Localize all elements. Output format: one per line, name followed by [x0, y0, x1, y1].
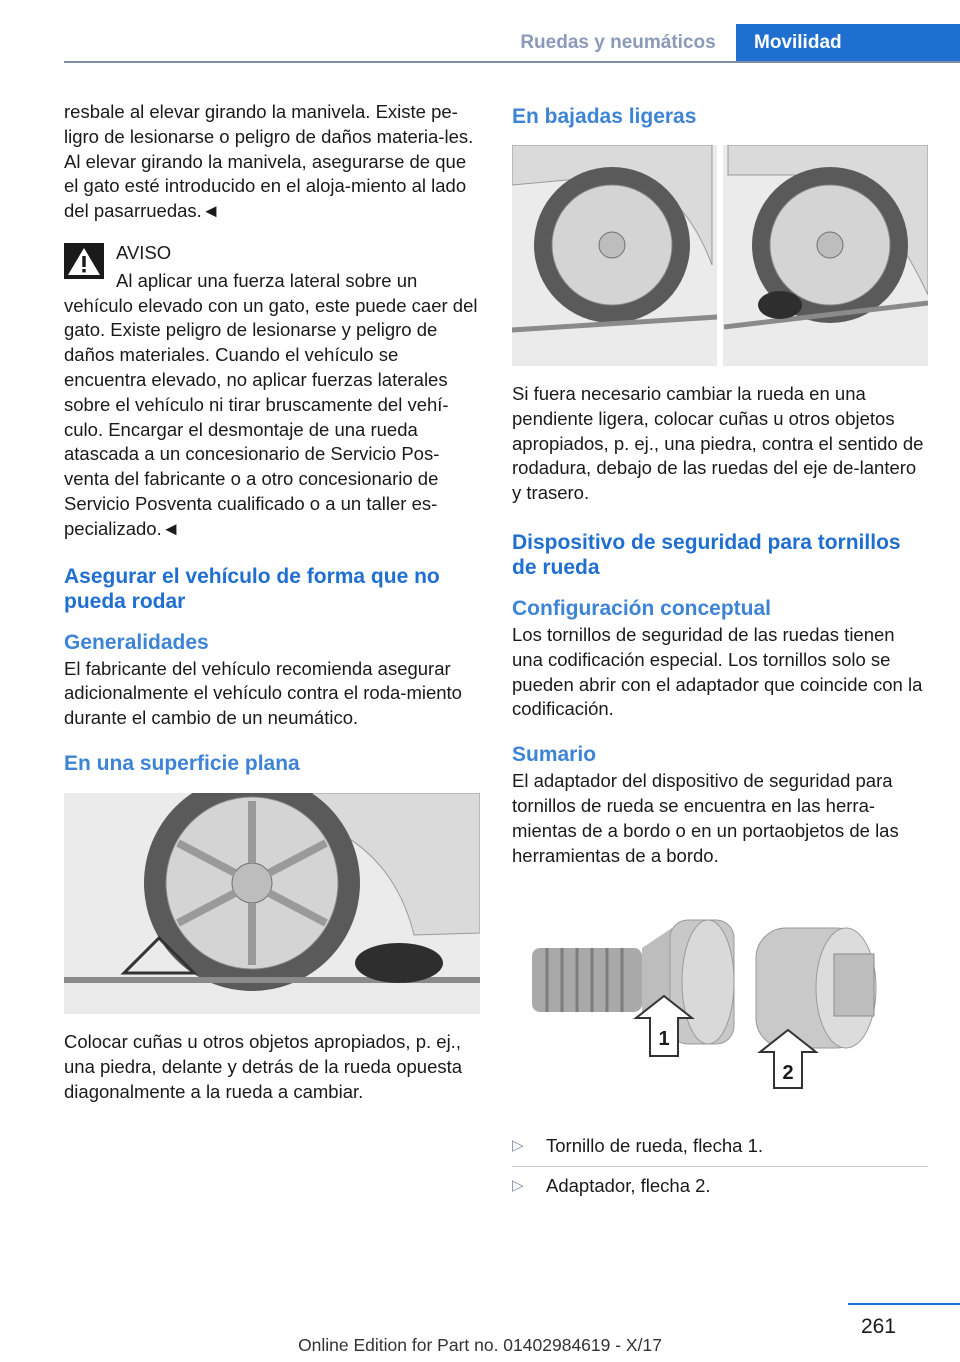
- edition-note: Online Edition for Part no. 01402984619 - X/17: [298, 1335, 662, 1355]
- wheel-lock-illustration: [512, 898, 928, 1116]
- warning-block: [64, 241, 480, 542]
- warning-body: Al aplicar una fuerza lateral sobre un vehículo elevado con un gato, este puede caer del gato. Existe peligro de lesionarse y peligro de daños materiales. Cuando el vehículo se encuentra elevado, no aplicar fuerzas laterales sobre el vehículo ni tirar bruscamente del vehí-culo. Encargar el desmontaje de una rueda atascada a un concesionario de Servicio Pos-venta del fabricante o a otro concesionario de Servicio Posventa cualificado o a un taller es-pecializado.◄: [64, 269, 478, 539]
- header-section-tab: Ruedas y neumáticos: [520, 32, 716, 53]
- general-paragraph: El fabricante del vehículo recomienda asegurar adicionalmente el vehículo contra el roda-miento durante el cambio de un neumático.: [64, 657, 462, 729]
- warning-triangle-icon: [64, 243, 104, 279]
- footer-rule: [848, 1303, 960, 1305]
- heading-concept: Configuración conceptual: [512, 596, 772, 620]
- slope-illustration: [512, 145, 928, 366]
- heading-summary: Sumario: [512, 743, 597, 767]
- intro-paragraph: resbale al elevar girando la manivela. Existe pe-ligro de lesionarse o peligro de daños materia-les. Al elevar girando la manivela, asegurarse de que el gato esté introducido en el aloja-miento al lado del pasarruedas.◄: [64, 101, 474, 222]
- warning-title: AVISO: [116, 241, 172, 263]
- bolt-adapter-drawing: [512, 898, 928, 1116]
- summary-paragraph: El adaptador del dispositivo de seguridad para tornillos de rueda se encuentra en las herra-mientas de a bordo o en un portaobjetos de las herramientas de a bordo.: [512, 770, 899, 866]
- left-column: [64, 100, 480, 1121]
- triangle-bullet-icon: ▷: [512, 1137, 524, 1155]
- concept-paragraph: Los tornillos de seguridad de las ruedas tienen una codificación especial. Los tornillos solo se pueden abrir con el adaptador que coincide con la codificación.: [512, 623, 923, 720]
- arrow-label-1: 1: [658, 1028, 670, 1051]
- car-wheel-flat-drawing: [64, 793, 480, 1014]
- list-item: [512, 1134, 928, 1167]
- heading-secure-vehicle: Asegurar el vehículo de forma que no pueda rodar: [64, 564, 440, 613]
- list-item-text: Tornillo de rueda, flecha 1.: [546, 1135, 763, 1157]
- triangle-bullet-icon: ▷: [512, 1177, 524, 1195]
- list-item-text: Adaptador, flecha 2.: [546, 1175, 711, 1197]
- heading-wheel-lock: Dispositivo de seguridad para tornillos de rueda: [512, 530, 901, 579]
- heading-general: Generalidades: [64, 630, 209, 654]
- flat-surface-paragraph: Colocar cuñas u otros objetos apropiados, p. ej., una piedra, delante y detrás de la rueda opuesta diagonalmente a la rueda a cambiar.: [64, 1030, 463, 1102]
- car-wheels-slope-drawing: [512, 145, 928, 366]
- heading-slight-slope: En bajadas ligeras: [512, 105, 697, 128]
- header-rule: [64, 61, 960, 63]
- right-column: [512, 100, 928, 1213]
- arrow-label-2: 2: [782, 1062, 794, 1085]
- list-item: [512, 1174, 928, 1206]
- header-chapter-label: Movilidad: [754, 32, 842, 53]
- flat-surface-illustration: [64, 793, 480, 1014]
- slope-paragraph: Si fuera necesario cambiar la rueda en una pendiente ligera, colocar cuñas u otros objetos apropiados, p. ej., una piedra, contra el sentido de rodadura, debajo de las ruedas del eje de-lantero y trasero.: [512, 383, 924, 504]
- header-chapter-tab: [736, 24, 960, 61]
- heading-flat-surface: En una superficie plana: [64, 751, 300, 775]
- page-number: 261: [860, 1315, 896, 1338]
- legend-list: [512, 1134, 928, 1206]
